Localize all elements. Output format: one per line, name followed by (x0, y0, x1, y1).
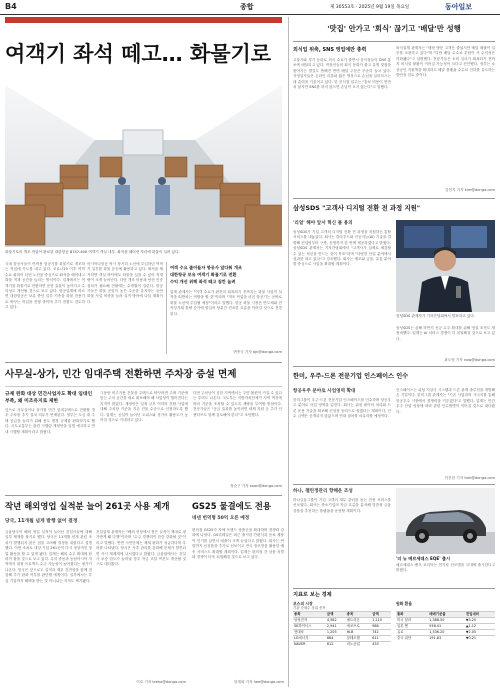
construction-headline: 작년 해외영업 실적분 늘어 261곳 사용 제개 (5, 501, 170, 511)
fx-caption: 원화 환율 (396, 601, 412, 606)
parking-body-col3: 다만 주차난이 심한 지역에서는 주민 불편이 커질 수 있다는 우려도 나온다. 국토부는 지방자치단체가 지역 여건에 따라 기준을 조정할 수 있도록 재량을 부여할 방침이다. 전문가들은 "공급 효과를 높이려면 세제 지원 등 추가 인센티브도 함께 검토해야 한다"고 조언했다. (193, 391, 282, 417)
stocks-table-cell: LG에너지 (293, 636, 326, 642)
fx-table-cell: ▼0.21 (465, 636, 495, 642)
stocks-table-cell: 986 (371, 624, 391, 630)
stocks-table-row (293, 642, 391, 648)
samsung-body-col2: 삼성SDS는 올해 하반기 신규 수주 확대를 위해 영업 조직도 재정비했다. 업계는 AI 서비스 경쟁이 더 치열해질 것으로 보고 있다. (396, 326, 495, 341)
stocks-table-left (293, 601, 391, 647)
samsung-headline: 삼성SDS "고객사 디지털 전환 전 과정 지원" (293, 204, 421, 212)
parking-body-col1: 앞으로 사무실이나 상가를 민간 임대주택으로 전환할 경우 주차장 추가 설치 의무가 면제된다. 정부는 도심 내 주택 공급을 늘리기 위해 용도 변경 규제를 완화하기로 했다. 국토교통부는 관련 시행령 개정안을 입법 예고하고 연내 시행할 계획이라고 밝혔다. (5, 408, 95, 434)
gs25-byline: 한재희 기자 hee@donga.com (234, 680, 284, 684)
right-top-body-col1: 고물가와 경기 둔화로 외식 수요가 줄면서 음식점들이 SNS 홍보에 매달리고 있다. 직장인들의 회식 문화가 줄고 유명 맛집을 찾아가는 발길도 뜸해진 반면 배달 주문은 꾸준히 늘고 있다. 자영업자들은 온라인 리뷰와 짧은 영상으로 손님을 끌어모으는 데 총력을 기울이고 있다. 한 음식점 업주는 "홍보 비용이 만만치 않지만 SNS를 하지 않으면 손님이 오지 않는다"고 말했다. (293, 58, 391, 90)
hanmi-byline: 이진한 기자 fork@donga.com (444, 476, 495, 480)
fx-table-cell: 일본 엔 (396, 624, 428, 630)
stocks-table-cell: 884 (326, 636, 346, 642)
stocks-table-cell: 삼성전자 (293, 618, 326, 624)
samsung-photo-caption: 삼성SDS 관계자가 기자간담회에서 발표하고 있다. (396, 314, 475, 318)
stocks-table-cell: 리노공업 (346, 642, 372, 648)
fx-table-wrap (396, 601, 495, 641)
lead-body-col2: 아시아나항공 역시 장거리 노선에 투입하던 여객기 일부를 화물 운송에 활용하고 있다. 좌석을 제거하면 객실 바닥에도 화물을 실을 수 있어 적재량이 크게 늘어난다. 다만 개조 비용과 안전 인증 절차가 필요해 전환에는 수개월이 걸린다. 항공사들은 화물 운임이 높은 수준을 유지하는 동안 화물 사업 비중을 늘려 실적 방어에 나설 계획이다. (87, 262, 163, 304)
stocks-table-cell: 433 (371, 642, 391, 648)
benz-photo (396, 488, 495, 554)
construction-byline: 이호 기자 leeho@donga.com (136, 680, 186, 684)
benz-ad-text: 메르세데스-벤츠 코리아는 전기차 신모델을 국내에 출시한다고 밝혔다. (396, 563, 495, 573)
lead-photo-caption: 화물기로의 개조 작업이 완료된 대한항공 B747-400 여객기 객실 내부. 좌석을 떼어낸 자리에 화물이 실려 있다. (5, 250, 180, 254)
samsung-photo (396, 220, 495, 312)
fx-table-cell: 1,388.50 (428, 618, 465, 624)
benz-ad-title: '더 뉴 메르세데스 EQE' 출시 (396, 556, 451, 561)
fx-table-row (396, 636, 495, 642)
stocks-table-cell: 셀트리온 (346, 618, 372, 624)
stocks-table-cell: 알테오젠 (346, 636, 372, 642)
hana-body: 하나금융그룹이 기업 고객의 재무 관리를 돕는 전용 서비스를 선보였다. 회사는 중소기업의 자금 흐름을 분석해 맞춤형 금융 상품을 추천하는 플랫폼을 운영할 계획이다. (293, 498, 391, 513)
fx-table-cell: 매매기준율 (428, 612, 465, 618)
right-top-kicker: '맛집' 안가고 '회식' 끊기고 '배달'만 성행 (293, 17, 495, 42)
lead-subhead-1: 여객 수요 줄어들자 항공사 앞다퉈 개조 (170, 265, 243, 270)
hanmi-body-col2: 인스페이스는 위성 지상국 시스템과 드론 관제 솔루션을 개발해 온 기업이다. 한미그룹 관계자는 "기존 사업과의 시너지를 통해 항공우주 시장에서 경쟁력을 키우겠다"고 말했다. 업계는 민간 우주 산업 성장에 따라 관련 인수합병이 이어질 것으로 내다봤다. (396, 388, 495, 414)
fx-table-cell: ▼2.05 (465, 630, 495, 636)
lead-byline: 변종국 기자 bjk@donga.com (233, 350, 282, 354)
stocks-title: 지표로 보는 경제 (293, 592, 332, 598)
stocks-table-cell: 종목 (293, 612, 326, 618)
lead-subhead (170, 264, 250, 285)
construction-body-col2: 건설업계 관계자는 "해외 현장에서 쌓은 실적이 제대로 평가받게 돼 다행"이라며 "수주 경쟁력이 한층 강화될 것"이라고 말했다. 반면 시민단체는 제재 완화가 성급하다며 우려를 나타냈다. 당국은 사후 관리를 강화해 문제가 발견되면 즉시 재제재에 나서겠다고 밝혔다. 금융권에서는 건설사 보증 한도가 늘어날 경우 자금 조달 여건도 개선될 것으로 내다봤다. (96, 530, 186, 567)
stocks-left-sub: 기관 순매수 상위 종목 (293, 606, 326, 610)
gs25-sub: 네넨 번역형 50억 오른 예정 (192, 516, 250, 521)
hanmi-body-col1: 한미그룹이 우주·드론 전문기업 인스페이스를 인수하며 항공우주 분야로 사업 영역을 넓힌다. 회사는 위성 데이터 처리와 드론 운용 기술을 확보해 신성장 동력으로 삼겠다는 계획이다. 인수 금액은 공개되지 않았으며 연내 절차를 마무리할 예정이다. (293, 398, 391, 419)
fx-table-cell: 유로 (396, 630, 428, 636)
fx-table-cell: ▲1.12 (465, 624, 495, 630)
stocks-table-cell: 금액 (371, 612, 391, 618)
stocks-table-cell: 612 (326, 642, 346, 648)
lead-body-col3: 업계 관계자는 "여객 수요가 완전히 회복되기 전까지는 화물 사업이 실적을 떠받치는 역할을 할 것"이라며 "개조 작업을 마친 항공기는 곧바로 화물 노선에 투입될 예정"이라고 말했다. 항공 화물 시장은 반도체와 전자상거래 물량 증가에 힘입어 당분간 견조한 흐름을 이어갈 것으로 전망된다. (170, 290, 282, 316)
samsung-byline: 곽도영 기자 now@donga.com (444, 358, 495, 362)
samsung-sub: '리얼' 해야 앞서 혁신 볼 용의 (293, 221, 353, 226)
fx-table-cell: 미국 달러 (396, 618, 428, 624)
lead-photo (5, 85, 282, 247)
fx-table (396, 611, 495, 641)
parking-byline: 정순구 기자 soon@donga.com (230, 484, 282, 488)
fx-table-cell: 938.41 (428, 624, 465, 630)
lead-subhead-3: 수익 개선 위해 좌석 떼고 짐칸 늘려 (170, 279, 236, 284)
construction-body-col1: 금융당국이 해외 영업 실적이 늘어난 건설사들에 대해 일부 제재를 풀기로 했다. 당국은 11개월 넘게 관련 조치가 발행되지 않은 점을 고려해 결정을 내렸다고 설명했다. 이번 조치로 대상 기업 261곳이 다시 정상적인 영업 활동을 할 수 있게 됐다. 업계는 해외 수주 확대에 탄력이 붙을 것으로 보고 있다. 특히 중동과 동남아시아 지역에서 대형 프로젝트 수주 가능성이 높아졌다는 평가가 나온다. 당국은 앞으로도 실적과 재무 건전성을 함께 점검해 추가 완화 여부를 판단할 예정이다. 일각에서는 부실 기업까지 혜택을 받는 것 아니냐는 지적도 제기됐다. (5, 530, 92, 583)
stocks-table-cell: 2,941 (326, 624, 346, 630)
right-top-headline: 외식업 위축, SNS 영업에만 총력 (293, 47, 367, 53)
gs25-body: 편의점 GS25가 자체 브랜드 상품군을 확대하며 경쟁력 강화에 나섰다. GS리테일은 최근 출시한 간편식과 음료 제품이 인기를 끌면서 매출이 크게 늘었다고 밝혔다. 회사는 연말까지 신상품을 추가로 선보이고 전국 점포망을 활용한 배송 서비스도 확대할 계획이다. 업계는 편의점 간 상품 차별화 경쟁이 더욱 치열해질 것으로 보고 있다. (192, 528, 284, 560)
lead-subhead-2: 대한항공 보유 여객기 화물기로 전환 (170, 272, 237, 277)
stocks-table-cell: 4,582 (326, 618, 346, 624)
lead-top-bar (5, 17, 282, 23)
fx-table-cell: 191.83 (428, 636, 465, 642)
page-header (0, 0, 500, 15)
issue-info: 제 30553호 · 2025년 9월 19일 목요일 (330, 5, 410, 10)
stocks-table-cell: HLB (346, 630, 372, 636)
stocks-left-caption: 코스피 시장 (293, 601, 313, 606)
parking-headline: 사무실-상가, 민간 임대주택 전환하면 주차장 증설 면제 (5, 369, 237, 380)
stocks-table (293, 611, 391, 647)
hanmi-headline: 한미, 우주-드론 전문기업 인스페이스 인수 (293, 373, 409, 380)
samsung-body-col1: 삼성SDS가 기업 고객의 디지털 전환 전 과정을 지원하는 통합 서비스를 내놓았다. 회사는 클라우드와 인공지능(AI) 기술을 결합해 컨설팅부터 구축, 운영까지 한 번에 제공하겠다고 밝혔다. 삼성SDS 관계자는 기자간담회에서 "고객사가 실제로 체감할 수 있는 혁신을 만드는 것이 목표"라며 "다양한 산업 분야에서 성과를 내고 있다"고 강조했다. 회사는 제조와 금융, 유통 분야를 중심으로 사업을 확대할 계획이다. (293, 230, 391, 267)
stocks-table-cell: 611 (371, 636, 391, 642)
lead-body-col1: 국내 항공사들이 여객용 항공기를 화물기로 개조하는 작업에 속도를 내고 있다. 코로나19 이후 여객 수요 회복이 더딘 노선을 중심으로 좌석을 떼어내고 화물 적재 공간을 늘리는 방식이다. 업계에서는 여객기를 화물기로 전환하면 운항 효율이 높아지고 수익성도 개선될 것으로 보고 있다. 항공업계에 따르면 대한항공은 보유 중인 일부 기종을 화물 전용기로 바꾸는 작업을 진행 중이며 추가 전환도 검토하고 있다. (5, 262, 85, 310)
gs25-headline: GS25 물결에도 전용 (192, 501, 271, 511)
page-number: B4 (5, 2, 17, 11)
hanmi-sub: 항공우주 분야로 사업영역 확대 (293, 389, 356, 394)
section-name: 종합 (240, 3, 254, 11)
hana-label: 하나, 챌린정관리 향해운 조성 (293, 489, 353, 494)
stocks-table-cell: NAVER (293, 642, 326, 648)
stocks-table-cell: 1,205 (326, 630, 346, 636)
right-top-body-col2: 외식업계 관계자는 "매장 방문 고객은 줄었지만 배달 매출이 일부를 보완하고 있다"며 "다만 배달 수수료 부담이 커 수익성은 악화됐다"고 설명했다. 전문가들은 소비 심리가 회복되기 전까지 외식업 불황이 이어질 가능성이 크다고 진단했다. 정부는 소상공인 지원책을 확대하고 배달 플랫폼 수수료 인하를 유도하는 방안을 검토 중이다. (396, 46, 495, 78)
fx-table-cell: ▼3.20 (465, 618, 495, 624)
fx-table-cell: 전일대비 (465, 612, 495, 618)
masthead-logo: 동아일보 (445, 3, 473, 11)
fx-table-cell: 1,536.20 (428, 630, 465, 636)
lead-headline: 여객기 좌석 떼고… 화물기로 (5, 42, 272, 66)
stocks-table-cell: 742 (371, 630, 391, 636)
right-top-byline: 김민지 기자 kim@donga.com (445, 188, 495, 192)
stocks-table-cell: 에코프로 (346, 624, 372, 630)
construction-sub: 당국, 11개월 넘게 발행 없어 결정 (5, 519, 78, 524)
stocks-table-cell: 금액 (326, 612, 346, 618)
parking-body-col2: 그동안 비주거용 건물을 주택으로 바꾸려면 주택 기준에 맞는 주차 공간을 새로 확보해야 해 사업성이 떨어진다는 지적이 많았다. 개정안은 일정 규모 이하의 전환 사업에 대해 주차장 기준을 기존 건물 수준으로 인정하도록 했다. 업계는 공실이 늘어난 오피스와 상가의 활용도가 높아질 것으로 기대하고 있다. (100, 391, 188, 423)
parking-sub: 규제 완화 대상 민간사업자도 확대 임대인 부족, 왜 미조유지로 제한 (5, 392, 93, 404)
stocks-table-cell: 1,210 (371, 618, 391, 624)
stocks-table-cell: SK하이닉스 (293, 624, 326, 630)
stocks-table-cell: 종목 (346, 612, 372, 618)
stocks-table-cell: 현대차 (293, 630, 326, 636)
fx-table-cell: 통화 (396, 612, 428, 618)
fx-table-cell: 중국 위안 (396, 636, 428, 642)
